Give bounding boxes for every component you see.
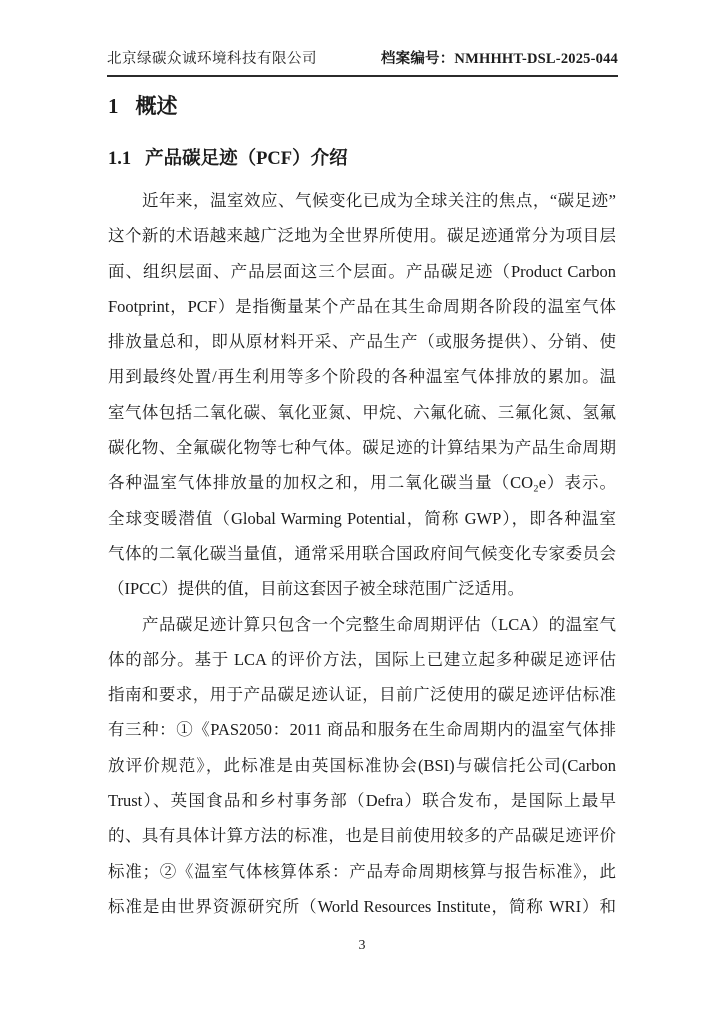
page-number: 3	[358, 938, 366, 953]
page-header	[107, 47, 618, 77]
paragraph-line: 近年来，温室效应、气候变化已成为全球关注的焦点，“碳足迹”	[142, 191, 616, 210]
subsection-title: 产品碳足迹（PCF）介绍	[145, 149, 348, 169]
document-body	[108, 183, 616, 924]
paragraph-line: 有三种：①《PAS2050：2011 商品和服务在生命周期内的温室气体排	[108, 720, 616, 740]
paragraph-line: Trust）、英国食品和乡村事务部（Defra）联合发布，是国际上最早	[108, 791, 616, 811]
company-name: 北京绿碳众诚环境科技有限公司	[107, 51, 317, 67]
doc-number	[381, 47, 618, 68]
paragraph-line: 全球变暖潜值（Global Warming Potential，简称 GWP），即各种温室	[108, 508, 616, 528]
section-heading	[108, 93, 178, 119]
paragraph-line: 面、组织层面、产品层面这三个层面。产品碳足迹（Product Carbon	[108, 261, 616, 281]
doc-number-label: 档案编号：	[380, 51, 455, 67]
paragraph-line: 室气体包括二氧化碳、氧化亚氮、甲烷、六氟化硫、三氟化氮、氢氟	[108, 402, 616, 422]
page-footer	[0, 938, 724, 954]
paragraph-line: 碳化物、全氟碳化物等七种气体。碳足迹的计算结果为产品生命周期	[108, 438, 616, 458]
paragraph-line: 用到最终处置/再生利用等多个阶段的各种温室气体排放的累加。温	[108, 367, 616, 387]
subsection-number: 1.1	[108, 149, 132, 169]
paragraph-line: 产品碳足迹计算只包含一个完整生命周期评估（LCA）的温室气	[142, 614, 616, 634]
doc-number-value: NMHHHT-DSL-2025-044	[454, 51, 618, 67]
paragraph-line: （IPCC）提供的值，目前这套因子被全球范围广泛适用。	[108, 579, 525, 599]
paragraph-line: 放评价规范》，此标准是由英国标准协会(BSI)与碳信托公司(Carbon	[108, 755, 616, 775]
paragraph-line: 标准；②《温室气体核算体系：产品寿命周期核算与报告标准》，此	[108, 861, 616, 881]
section-title: 概述	[135, 94, 178, 118]
paragraph-line: 体的部分。基于 LCA 的评价方法，国际上已建立起多种碳足迹评估	[108, 649, 616, 669]
paragraph-line: Footprint，PCF）是指衡量某个产品在其生命周期各阶段的温室气体	[108, 296, 616, 316]
paragraph-line: 各种温室气体排放量的加权之和，用二氧化碳当量（CO₂e）表示。	[108, 473, 616, 493]
paragraph-line: 的、具有具体计算方法的标准，也是目前使用较多的产品碳足迹评价	[108, 826, 616, 846]
subsection-heading	[108, 147, 348, 171]
paragraph-line: 这个新的术语越来越广泛地为全世界所使用。碳足迹通常分为项目层	[108, 226, 616, 246]
paragraph-line: 标准是由世界资源研究所（World Resources Institute，简称 WRI）和	[108, 896, 616, 916]
paragraph-line: 排放量总和，即从原材料开采、产品生产（或服务提供）、分销、使	[108, 332, 616, 352]
paragraph-line: 指南和要求，用于产品碳足迹认证，目前广泛使用的碳足迹评估标准	[108, 685, 616, 705]
paragraph-line: 气体的二氧化碳当量值，通常采用联合国政府间气候变化专家委员会	[108, 543, 616, 563]
section-number: 1	[108, 94, 119, 118]
